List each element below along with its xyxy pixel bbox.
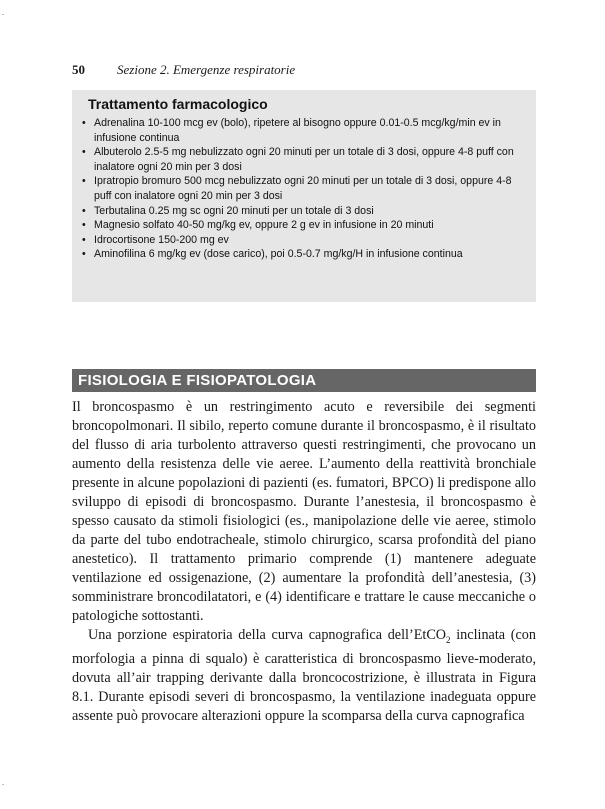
treatment-item-ipratropio: • Ipratropio bromuro 500 mcg nebulizzato ogni 20 minuti per un totale di 3 dosi, oppure 4-8 puff con inalatore ogni 20 min per 3 dosi [82,174,526,203]
paragraph-text: inclinata (con morfologia a pinna di squalo) è caratteristica di broncospasmo lieve-moderato, dovuta all’air trapping derivante dalla broncocostrizione, è illustrata in Figura 8.1. Durante episodi severi di broncospasmo, la ventilazione inadeguata oppure assente può provocare alterazioni oppure la scomparsa della curva capnografica [72,627,536,724]
treatment-item-adrenalina: • Adrenalina 10-100 mcg ev (bolo), ripetere al bisogno oppure 0.01-0.5 mcg/kg/min ev in infusione continua [82,116,526,145]
treatment-box [72,90,536,302]
body-paragraph: Il broncospasmo è un restringimento acuto e reversibile dei segmenti broncopolmonari. Il sibilo, reperto comune durante il broncospasmo, è il risultato del flusso di aria turbolento attraverso questi restringimenti, che provocano un aumento della resistenza delle vie aeree. L’aumento della reattività bronchiale presente in alcune popolazioni di pazienti (es. fumatori, BPCO) li predispone allo sviluppo di episodi di broncospasmo. Durante l’anestesia, il broncospasmo è spesso causato da stimoli fisiologici (es., manipolazione delle vie aeree, stimolo da parte del tubo endotracheale, stimolo chirurgico, scarsa profondità del piano anestetico). Il trattamento primario comprende (1) mantenere adeguate ventilazione ed ossigenazione, (2) aumentare la profondità dell’anestesia, (3) somministrare broncodilatatori, e (4) identificare e trattare le cause meccaniche o patologiche sottostanti. [72,399,536,624]
treatment-list [82,116,526,262]
page-number: 50 [72,62,85,77]
treatment-box-heading: Trattamento farmacologico [88,96,268,112]
crop-mark-top: . [2,8,4,17]
body-paragraph [72,626,536,726]
crop-mark-bottom: . [2,778,4,787]
treatment-item-aminofilina: • Aminofilina 6 mg/kg ev (dose carico), poi 0.5-0.7 mg/kg/H in infusione continua [82,247,526,262]
treatment-item-terbutalina: • Terbutalina 0.25 mg sc ogni 20 minuti per un totale di 3 dosi [82,204,526,219]
treatment-item-magnesio: • Magnesio solfato 40-50 mg/kg ev, oppure 2 g ev in infusione in 20 minuti [82,218,526,233]
treatment-item-idrocortisone: • Idrocortisone 150-200 mg ev [82,233,526,248]
body-text [72,398,536,726]
section-heading: FISIOLOGIA E FISIOPATOLOGIA [72,369,536,392]
running-header-title: Sezione 2. Emergenze respiratorie [117,62,296,77]
paragraph-text: Una porzione espiratoria della curva capnografica dell’EtCO [88,627,447,643]
subscript-text: 2 [446,634,451,645]
treatment-item-albuterolo: • Albuterolo 2.5-5 mg nebulizzato ogni 20 minuti per un totale di 3 dosi, oppure 4-8 puff con inalatore ogni 20 min per 3 dosi [82,145,526,174]
